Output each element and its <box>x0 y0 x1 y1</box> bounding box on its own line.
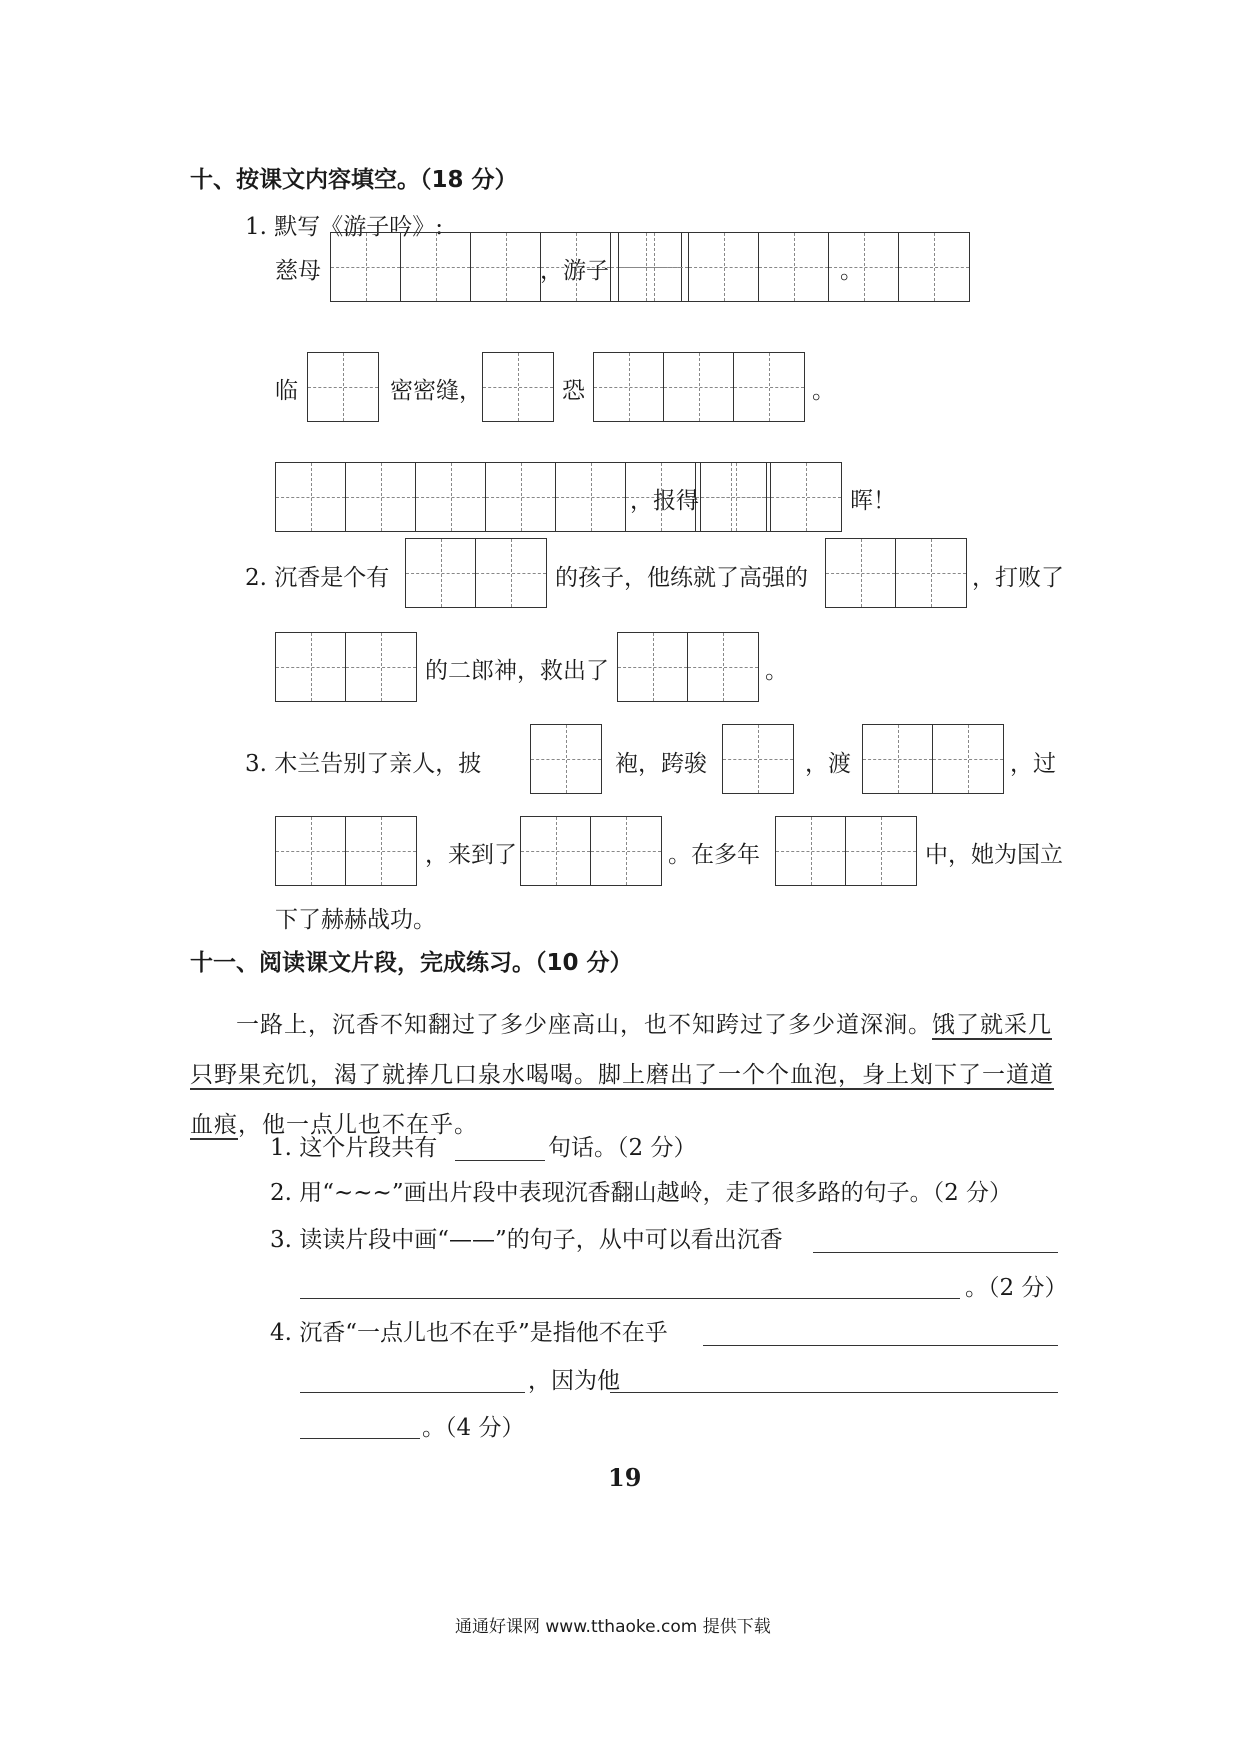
answer-line[interactable] <box>703 1345 1058 1346</box>
page-number: 19 <box>608 1463 642 1492</box>
q2-text-4: 的二郎神，救出了 <box>425 658 609 684</box>
answer-line[interactable] <box>455 1160 545 1161</box>
q1-line2-text-c: 恐 <box>562 378 585 404</box>
s11-q4-text-c: 。（4 分） <box>422 1415 525 1441</box>
q3-text-2: 袍，跨骏 <box>615 751 707 777</box>
section-10-title: 十、按课文内容填空。（18 分） <box>190 167 518 193</box>
footer-credit: 通通好课网 www.tthaoke.com 提供下载 <box>455 1617 771 1637</box>
answer-grid[interactable] <box>775 816 917 886</box>
answer-grid[interactable] <box>722 724 794 794</box>
answer-grid[interactable] <box>482 352 554 422</box>
q1-line3-text-b: ，报得 <box>630 488 699 514</box>
s11-q2-text: 2. 用“~~~”画出片段中表现沉香翻山越岭，走了很多路的句子。（2 分） <box>270 1180 1013 1206</box>
q1-line1-text-a: 慈母 <box>275 258 321 284</box>
s11-q1-text-b: 句话。（2 分） <box>548 1135 697 1161</box>
q1-line3-end: 晖！ <box>850 488 896 514</box>
passage-sentence: 一路上，沉香不知翻过了多少座高山，也不知跨过了多少道深涧。 <box>236 1012 932 1038</box>
s11-q4-text-b: ，因为他 <box>528 1368 620 1394</box>
q3-text-4: ，过 <box>1010 751 1056 777</box>
answer-grid[interactable] <box>520 816 662 886</box>
answer-grid[interactable] <box>405 538 547 608</box>
answer-grid[interactable] <box>307 352 379 422</box>
answer-line[interactable] <box>300 1438 420 1439</box>
q1-line1-end: 。 <box>840 258 863 284</box>
passage-sentence: ，他一点儿也不在乎。 <box>238 1112 478 1138</box>
answer-grid[interactable] <box>275 816 417 886</box>
q3-text-8: 下了赫赫战功。 <box>275 907 436 933</box>
answer-grid[interactable] <box>617 632 759 702</box>
passage-underlined-sentence: 脚上磨出了一个个血泡，身上划下了一 <box>598 1062 1006 1088</box>
passage-underlined-sentence: 几只野果充饥，渴了就捧几口泉水喝喝。 <box>190 1012 1052 1088</box>
q1-line2-end: 。 <box>812 378 835 404</box>
q3-text-3: ，渡 <box>805 751 851 777</box>
passage-underlined-sentence: 饿了就采 <box>932 1012 1028 1038</box>
answer-grid[interactable] <box>700 462 842 532</box>
q3-text-6: 。在多年 <box>668 842 760 868</box>
passage-underlined-sentence: 道道血痕 <box>190 1062 1054 1138</box>
s11-q4-text-a: 4. 沉香“一点儿也不在乎”是指他不在乎 <box>270 1320 668 1346</box>
answer-line[interactable] <box>813 1252 1058 1253</box>
q1-line2-text-b: 密密缝， <box>390 378 482 404</box>
answer-line[interactable] <box>300 1298 960 1299</box>
q2-text-2: 的孩子，他练就了高强的 <box>555 565 808 591</box>
s11-q3-text-a: 3. 读读片段中画“——”的句子，从中可以看出沉香 <box>270 1227 783 1253</box>
s11-q1-text-a: 1. 这个片段共有 <box>270 1135 438 1161</box>
answer-line[interactable] <box>610 1392 1058 1393</box>
q1-label: 1. 默写《游子吟》: <box>245 214 444 240</box>
q3-text-5: ，来到了 <box>425 842 517 868</box>
answer-grid[interactable] <box>618 232 970 302</box>
answer-grid[interactable] <box>530 724 602 794</box>
q2-text-3: ，打败了 <box>972 565 1064 591</box>
answer-grid[interactable] <box>825 538 967 608</box>
section-11-title: 十一、阅读课文片段，完成练习。（10 分） <box>190 950 633 976</box>
answer-grid[interactable] <box>862 724 1004 794</box>
reading-passage <box>190 1000 1060 1150</box>
answer-line[interactable] <box>300 1392 525 1393</box>
q1-line2-text-a: 临 <box>275 378 298 404</box>
q2-text-5: 。 <box>765 658 788 684</box>
s11-q3-text-b: 。（2 分） <box>965 1275 1068 1301</box>
answer-grid[interactable] <box>593 352 805 422</box>
q3-text-7: 中，她为国立 <box>925 842 1063 868</box>
q3-text-1: 3. 木兰告别了亲人，披 <box>245 751 482 777</box>
q1-line1-text-b: ，游子 <box>540 258 609 284</box>
answer-grid[interactable] <box>275 632 417 702</box>
q2-text-1: 2. 沉香是个有 <box>245 565 390 591</box>
